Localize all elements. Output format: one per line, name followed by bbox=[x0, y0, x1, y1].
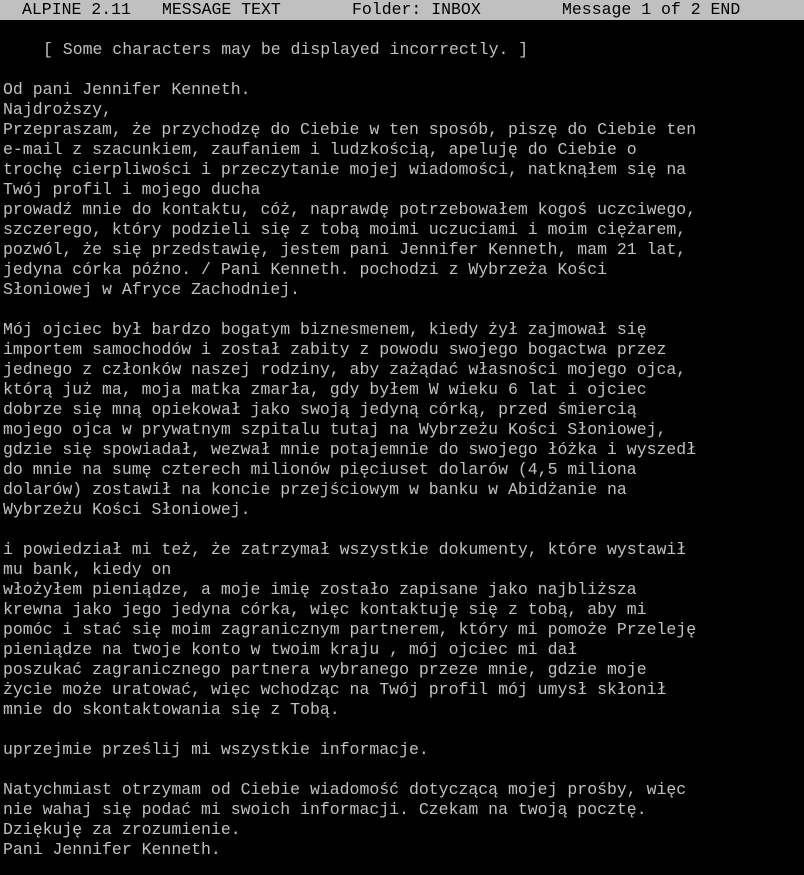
message-line: jednego z członków naszej rodziny, aby zażądać własności mojego ojca, bbox=[3, 360, 687, 379]
screen-mode: MESSAGE TEXT bbox=[162, 0, 281, 19]
message-line: mnie do skontaktowania się z Tobą. bbox=[3, 700, 340, 719]
message-line: Natychmiast otrzymam od Ciebie wiadomość dotyczącą mojej prośby, więc bbox=[3, 780, 687, 799]
message-line: Najdroższy, bbox=[3, 100, 112, 119]
message-line: pieniądze na twoje konto w twoim kraju , mój ojciec mi dał bbox=[3, 640, 578, 659]
message-line: Słoniowej w Afryce Zachodniej. bbox=[3, 280, 301, 299]
blank-line bbox=[3, 520, 804, 540]
message-line: Twój profil i mojego ducha bbox=[3, 180, 261, 199]
message-line: Mój ojciec był bardzo bogatym biznesmenem, kiedy żył zajmował się bbox=[3, 320, 647, 339]
message-line: uprzejmie prześlij mi wszystkie informacje. bbox=[3, 740, 429, 759]
message-line: Wybrzeżu Kości Słoniowej. bbox=[3, 500, 251, 519]
message-line: dobrze się mną opiekował jako swoją jedyną córką, przed śmiercią bbox=[3, 400, 637, 419]
message-line: e-mail z szacunkiem, zaufaniem i ludzkością, apeluję do Ciebie o bbox=[3, 140, 637, 159]
message-line: do mnie na sumę czterech milionów pięciuset dolarów (4,5 miliona bbox=[3, 460, 637, 479]
message-line: szczerego, który podzieli się z tobą moimi uczuciami i moim ciężarem, bbox=[3, 220, 687, 239]
message-line: Od pani Jennifer Kenneth. bbox=[3, 80, 251, 99]
message-line: prowadź mnie do kontaktu, cóż, naprawdę potrzebowałem kogoś uczciwego, bbox=[3, 200, 697, 219]
message-line: mu bank, kiedy on bbox=[3, 560, 172, 579]
message-line: importem samochodów i został zabity z powodu swojego bogactwa przez bbox=[3, 340, 667, 359]
folder-name: Folder: INBOX bbox=[352, 0, 481, 19]
message-line: Przepraszam, że przychodzę do Ciebie w ten sposób, piszę do Ciebie ten bbox=[3, 120, 697, 139]
message-line: pozwól, że się przedstawię, jestem pani Jennifer Kenneth, mam 21 lat, bbox=[3, 240, 687, 259]
message-line: gdzie się spowiadał, wezwał mnie potajemnie do swojego łóżka i wyszedł bbox=[3, 440, 697, 459]
message-line: życie może uratować, więc wchodząc na Twój profil mój umysł skłonił bbox=[3, 680, 667, 699]
blank-line bbox=[3, 300, 804, 320]
message-line: włożyłem pieniądze, a moje imię zostało zapisane jako najbliższa bbox=[3, 580, 637, 599]
blank-line bbox=[3, 760, 804, 780]
message-line: jedyna córka późno. / Pani Kenneth. pochodzi z Wybrzeża Kości bbox=[3, 260, 607, 279]
message-line: krewna jako jego jedyna córka, więc kontaktuję się z tobą, aby mi bbox=[3, 600, 647, 619]
charset-notice: [ Some characters may be displayed incorrectly. ] bbox=[43, 40, 529, 59]
message-line: pomóc i stać się moim zagranicznym partnerem, który mi pomoże Przeleję bbox=[3, 620, 697, 639]
message-line: Pani Jennifer Kenneth. bbox=[3, 840, 221, 859]
title-bar bbox=[0, 0, 804, 20]
app-name: ALPINE 2.11 bbox=[22, 0, 131, 19]
blank-line bbox=[3, 60, 804, 80]
message-line: dolarów) zostawił na koncie przejściowym w banku w Abidżanie na bbox=[3, 480, 627, 499]
message-line: mojego ojca w prywatnym szpitalu tutaj na Wybrzeżu Kości Słoniowej, bbox=[3, 420, 667, 439]
blank-line bbox=[3, 720, 804, 740]
message-line: nie wahaj się podać mi swoich informacji. Czekam na twoją pocztę. bbox=[3, 800, 647, 819]
message-position: Message 1 of 2 END bbox=[562, 0, 741, 19]
message-line: trochę cierpliwości i przeczytanie mojej wiadomości, natknąłem się na bbox=[3, 160, 687, 179]
message-line: i powiedział mi też, że zatrzymał wszystkie dokumenty, które wystawił bbox=[3, 540, 687, 559]
message-line: którą już ma, moja matka zmarła, gdy byłem W wieku 6 lat i ojciec bbox=[3, 380, 647, 399]
message-body[interactable] bbox=[3, 40, 804, 860]
message-line: poszukać zagranicznego partnera wybranego przeze mnie, gdzie moje bbox=[3, 660, 647, 679]
message-line: Dziękuję za zrozumienie. bbox=[3, 820, 241, 839]
